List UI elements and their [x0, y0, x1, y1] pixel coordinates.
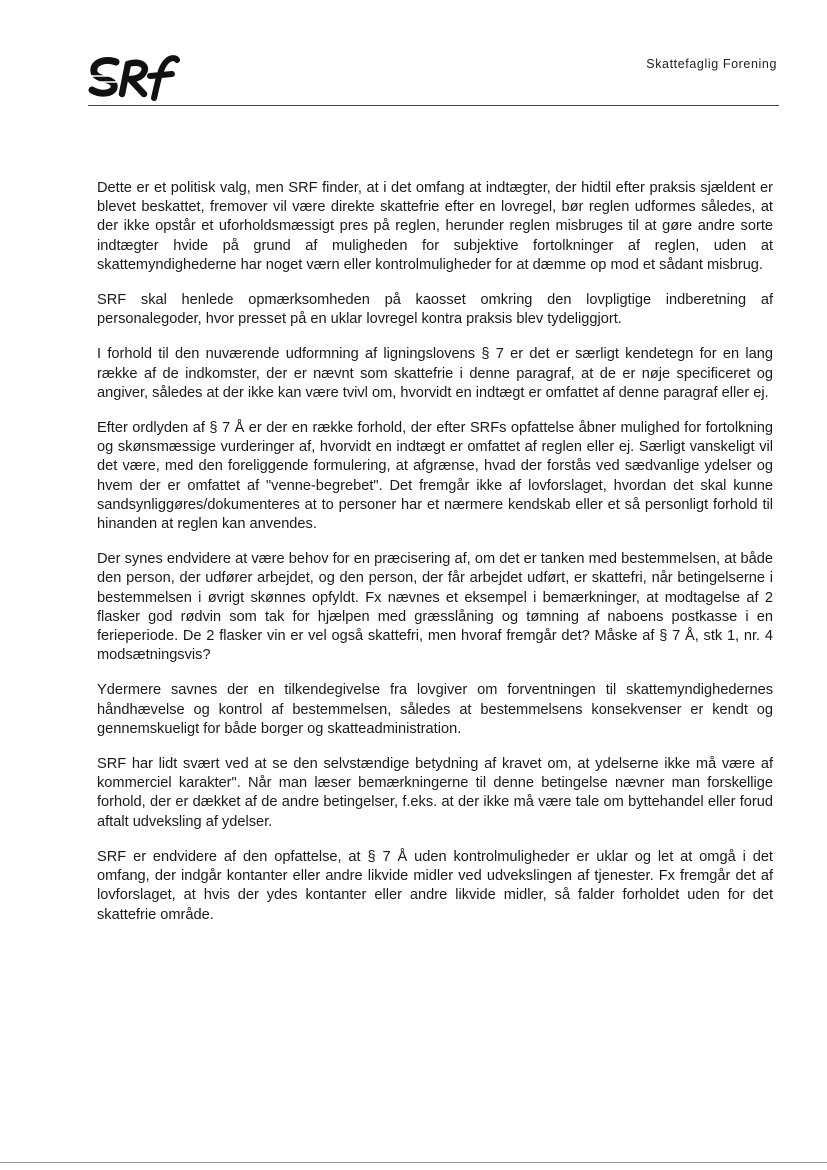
paragraph: SRF er endvidere af den opfattelse, at § 7 Å uden kontrolmuligheder er uklar og let at omgå i det omfang, der indgår kontanter eller andre likvide midler ved udvekslingen af tjenester. Fx fremgår det af lovforslaget, at hvis der ydes kontanter eller andre likvide midler, så falder forholdet uden for det skattefrie område. — [97, 848, 773, 923]
header-divider — [88, 105, 779, 106]
paragraph: SRF skal henlede opmærksomheden på kaosset omkring den lovpligtige indberetning af personalegoder, hvor presset på en uklar lovregel kontra praksis blev tydeliggjort. — [97, 292, 773, 328]
paragraph: SRF har lidt svært ved at se den selvstændige betydning af kravet om, at ydelserne ikke må være af kommerciel karakter". Når man læser bemærkningerne til denne betingelse nævner man forskellige forhold, der er dækket af de andre betingelser, f.eks. at der ikke må være tale om byttehandel eller forud aftalt udveksling af ydelser. — [97, 756, 773, 830]
paragraph: Ydermere savnes der en tilkendegivelse fra lovgiver om forventningen til skattemyndighedernes håndhævelse og kontrol af bestemmelsen, således at bestemmelsens konsekvenser er kendt og gennemskueligt for både borger og skatteadministration. — [97, 682, 773, 737]
page-bottom-edge — [0, 1162, 827, 1163]
paragraph: Der synes endvidere at være behov for en præcisering af, om det er tanken med bestemmelsen, at både den person, der udfører arbejdet, og den person, der får arbejdet udført, er skattefri, når betingelserne i bestemmelsen i øvrigt skønnes opfyldt. Fx nævnes et eksempel i bemærkninger, at modtagelse af 2 flasker god rødvin som tak for hjælpen med græsslåning og tømning af naboens postkasse i en ferieperiode. De 2 flasker vin er vel også skattefri, men hvoraf fremgår det? Måske af § 7 Å, stk 1, nr. 4 modsætningsvis? — [97, 551, 773, 664]
paragraph: I forhold til den nuværende udformning af ligningslovens § 7 er det er særligt kendetegn for en lang række af de indkomster, der er nævnt som skattefrie i denne paragraf, at de er nøje specificeret og angiver, således at der ikke kan være tvivl om, hvorvidt en indtægt er omfattet af denne paragraf eller ej. — [97, 346, 773, 401]
srf-logo — [88, 52, 180, 102]
paragraph: Dette er et politisk valg, men SRF finder, at i det omfang at indtægter, der hidtil efter praksis sjældent er blevet beskattet, fremover vil være direkte skattefrie efter en lovregel, bør reglen udformes således, at der ikke opstår et uforholdsmæssigt pres på reglen, herunder reglen misbruges til at gøre andre sorte indtægter hvide på grund af muligheden for subjektive fortolkninger af reglen, uden at skattemyndighederne har noget værn eller kontrolmuligheder for at dæmme op mod et sådant misbrug. — [97, 180, 773, 273]
paragraph: Efter ordlyden af § 7 Å er der en række forhold, der efter SRFs opfattelse åbner mulighed for fortolkning og skønsmæssige vurderinger af, hvorvidt en indtægt er omfattet af reglen eller ej. Særligt vanskeligt vil det være, med den foreliggende formulering, at afgrænse, hvad der forstås ved sædvanlige ydelser og hvem der er omfattet af "venne-begrebet". Det fremgår ikke af lovforslaget, hvordan det skal kunne sandsynliggøres/dokumenteres at to personer har et nærmere kendskab eller et så personligt forhold til hinanden at reglen kan anvendes. — [97, 420, 773, 533]
organization-name: Skattefaglig Forening — [646, 57, 777, 71]
document-body — [97, 179, 773, 941]
srf-logo-graphic — [88, 52, 180, 102]
